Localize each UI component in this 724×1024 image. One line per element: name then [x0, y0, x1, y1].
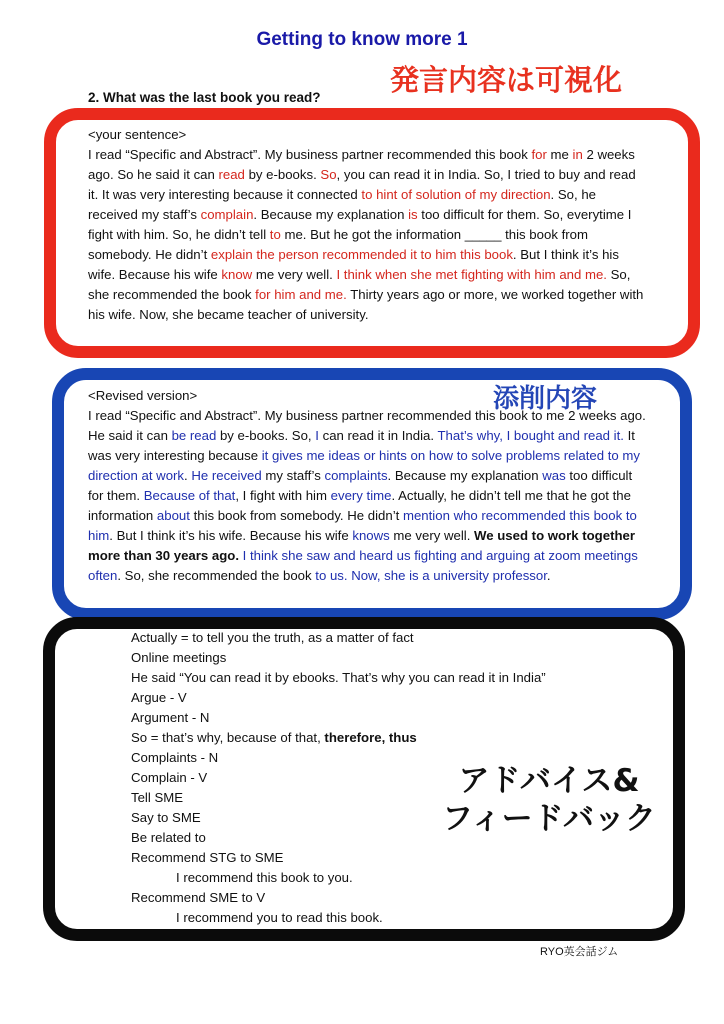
original-segment: I read “Specific and Abstract”. My business partner recommended this book [88, 147, 532, 162]
original-segment: . So, he received my staff’s [88, 187, 597, 222]
original-body [88, 145, 648, 325]
revised-segment: me very well. [389, 528, 475, 543]
original-label: <your sentence> [88, 127, 187, 142]
question-text: 2. What was the last book you read? [88, 90, 321, 105]
revised-segment: . So, she recommended the book [117, 568, 316, 583]
advice-item-text: Complain - V [131, 770, 208, 785]
revised-segment: . [184, 468, 192, 483]
original-segment: to hint of solution of my direction [361, 187, 551, 202]
revised-segment: it gives me ideas or hints on how to solve problems related to my direction at work [88, 448, 640, 483]
speech-visualized-heading: 発言内容は可視化 [390, 63, 623, 97]
revised-segment: about [156, 508, 190, 523]
advice-item-text: Be related to [131, 830, 206, 845]
advice-feedback-heading [434, 762, 664, 838]
original-paragraph [88, 125, 648, 325]
advice-heading-line1: アドバイス& [458, 763, 640, 799]
original-segment: . Because my explanation [253, 207, 409, 222]
advice-item-text: Say to SME [131, 810, 201, 825]
revised-segment: can read it in India. [318, 428, 438, 443]
advice-item-text: Tell SME [131, 790, 184, 805]
advice-item [131, 628, 601, 648]
original-segment: is [408, 207, 418, 222]
revised-body [88, 406, 648, 586]
revised-segment: too difficult for them. [88, 468, 633, 503]
advice-item-bold: therefore, thus [324, 730, 417, 745]
original-segment: me [546, 147, 573, 162]
revised-segment: be read [171, 428, 217, 443]
advice-item-text: Argue - V [131, 690, 187, 705]
advice-item [131, 888, 601, 908]
original-segment: by e-books. [244, 167, 321, 182]
advice-item [131, 688, 601, 708]
revised-segment: knows [352, 528, 390, 543]
original-segment: read [218, 167, 245, 182]
original-segment: too difficult for them. So, everytime I fight with him. So, he didn’t tell [88, 207, 632, 242]
revised-segment: was [542, 468, 566, 483]
advice-item [131, 868, 601, 888]
advice-item-text: Argument - N [131, 710, 210, 725]
original-segment: me very well. [252, 267, 337, 282]
original-segment: in [572, 147, 583, 162]
revised-segment: . [546, 568, 551, 583]
original-segment: . But I think it’s his wife. Because his wife [88, 247, 619, 282]
original-segment: , you can read it in India. So, I tried to buy and read it. It was very interesting because it connected [88, 167, 636, 202]
original-segment: to [269, 227, 281, 242]
advice-item-text: I recommend you to read this book. [176, 910, 383, 925]
revised-segment: by e-books. So, [216, 428, 316, 443]
revised-segment: . But I think it’s his wife. Because his wife [109, 528, 353, 543]
advice-heading-line2: フィードバック [442, 801, 656, 837]
advice-item-text: I recommend this book to you. [176, 870, 353, 885]
advice-item-text: Recommend STG to SME [131, 850, 284, 865]
revised-label: <Revised version> [88, 388, 198, 403]
advice-item-text: Actually = to tell you the truth, as a matter of fact [131, 630, 414, 645]
revised-segment: to us. Now, she is a university professor [315, 568, 547, 583]
original-segment: So, she recommended the book [88, 267, 631, 302]
revised-segment: Because of that [143, 488, 236, 503]
revised-paragraph [88, 386, 648, 586]
original-segment: know [221, 267, 253, 282]
original-segment: explain the person recommended it to him this book [210, 247, 513, 262]
advice-item [131, 668, 601, 688]
revised-segment: mention who recommended this book to him [88, 508, 637, 543]
page-title: Getting to know more 1 [256, 29, 468, 50]
original-segment: Thirty years ago or more, we worked together with his wife. Now, she became teacher of university. [88, 287, 644, 322]
revised-segment: He received [191, 468, 262, 483]
revised-segment: this book from somebody. He didn’t [189, 508, 403, 523]
advice-item-text: So = that’s why, because of that, [131, 730, 325, 745]
advice-item [131, 728, 601, 748]
revised-segment: . Because my explanation [387, 468, 543, 483]
revised-segment: , I fight with him [235, 488, 331, 503]
revised-segment: I think she saw and heard us fighting and arguing at zoom meetings often [88, 548, 638, 583]
advice-item [131, 708, 601, 728]
advice-item-text: He said “You can read it by ebooks. That’s why you can read it in India” [131, 670, 546, 685]
advice-item [131, 848, 601, 868]
revised-segment: every time [330, 488, 392, 503]
advice-item-text: Complaints - N [131, 750, 219, 765]
original-segment: me. But he got the information _____ this book from somebody. He didn’t [88, 227, 588, 262]
advice-item [131, 648, 601, 668]
original-segment: 2 weeks ago. So he said it can [88, 147, 635, 182]
revised-segment: I read “Specific and Abstract”. My business partner recommended this book to me 2 weeks ago. He said it can [88, 408, 646, 443]
original-segment: for him and me. [255, 287, 347, 302]
original-segment: for [531, 147, 547, 162]
revised-segment: We used to work together more than 30 years ago. [88, 528, 635, 563]
revised-segment: complaints [324, 468, 388, 483]
original-segment: complain [200, 207, 254, 222]
advice-item-text: Online meetings [131, 650, 227, 665]
revised-segment: That’s why, I bought and read it. [437, 428, 624, 443]
original-segment: I think when she met fighting with him and me. [336, 267, 607, 282]
revised-segment: my staff’s [261, 468, 325, 483]
revised-segment: I [315, 428, 319, 443]
revised-segment: . Actually, he didn’t tell me that he got the information [88, 488, 631, 523]
original-segment: So [320, 167, 337, 182]
credit-text: RYO英会話ジム [540, 946, 619, 958]
advice-item [131, 908, 601, 928]
correction-heading: 添削内容 [493, 384, 598, 414]
revised-segment: It was very interesting because [88, 428, 635, 463]
advice-item-text: Recommend SME to V [131, 890, 266, 905]
